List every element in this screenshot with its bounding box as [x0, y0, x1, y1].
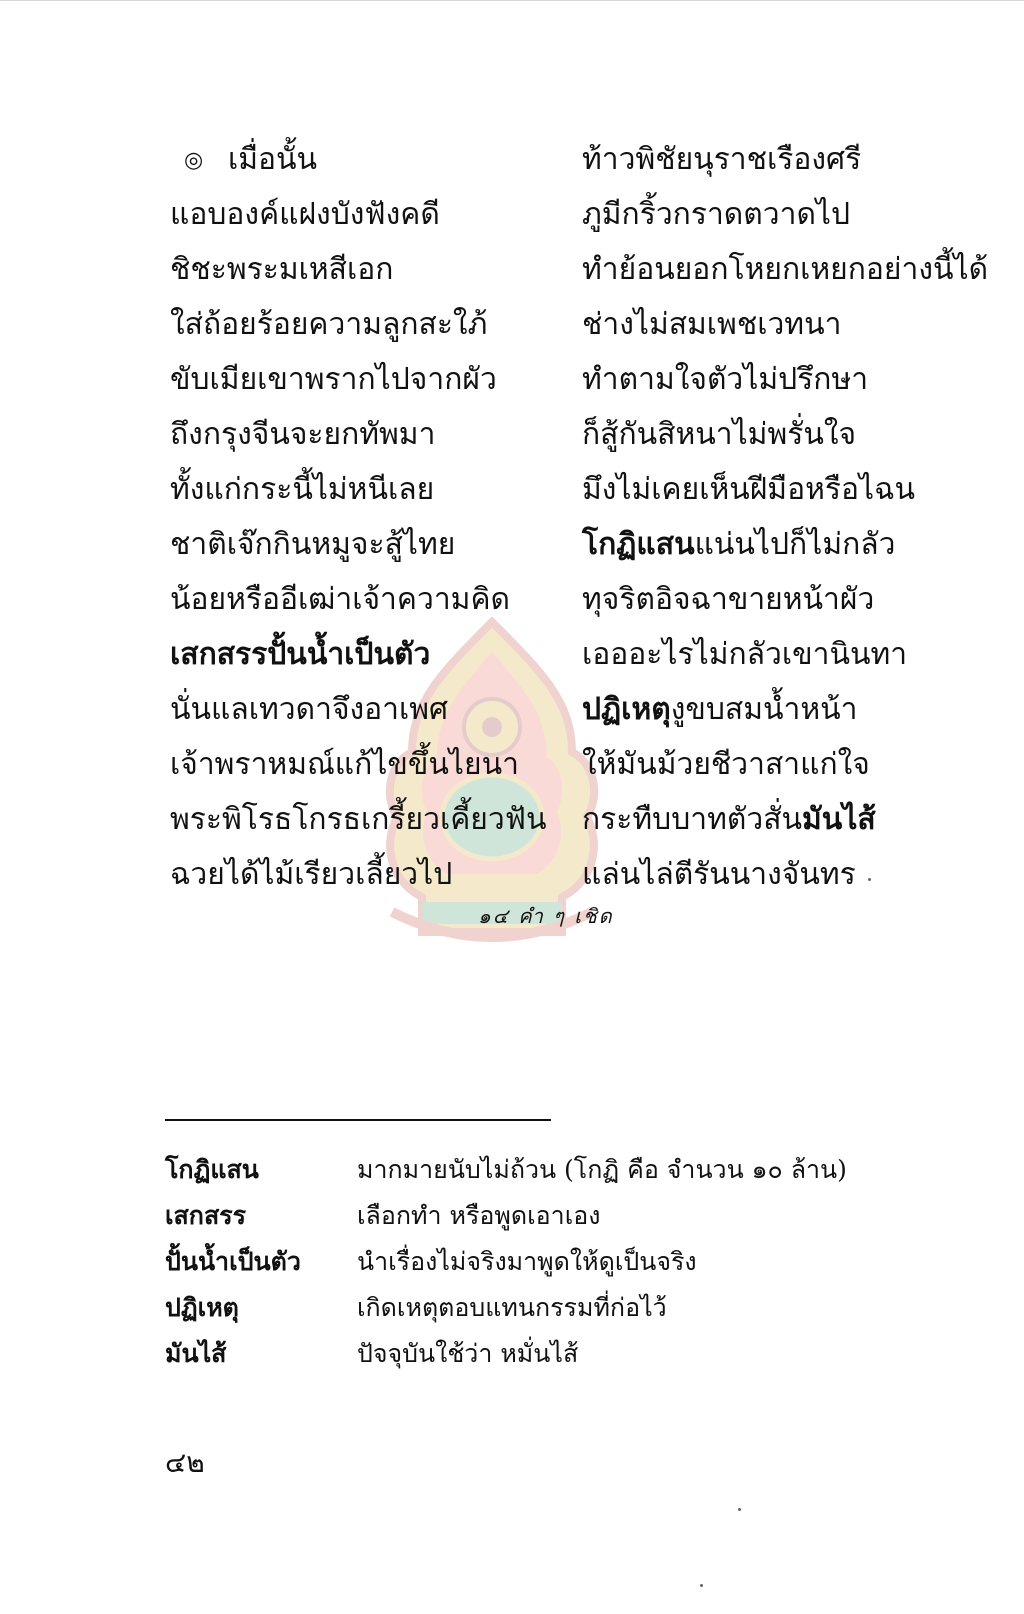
- verse-row: [170, 743, 970, 798]
- verse-right: ก็สู้กันสิหนาไม่พรั่นใจ: [582, 417, 857, 452]
- verse-right: ให้มันม้วยชีวาสาแก่ใจ: [582, 747, 870, 782]
- verse-left: ชาติเจ๊กกินหมูจะสู้ไทย: [170, 527, 456, 562]
- meter-note: ๑๔ คำ ๆ เชิด: [478, 904, 614, 928]
- verse-left: ชิชะพระมเหสีเอก: [170, 252, 394, 287]
- stanza-mark: ◎: [184, 148, 204, 173]
- verse-left: ถึงกรุงจีนจะยกทัพมา: [170, 417, 436, 452]
- glossary-term: ปั้นน้ำเป็นตัว: [165, 1247, 301, 1276]
- scan-speck: [868, 878, 871, 881]
- scan-edge: [0, 0, 1024, 1]
- footnote-divider: [165, 1119, 551, 1121]
- verse-left: ใส่ถ้อยร้อยความลูกสะใภ้: [170, 307, 488, 342]
- verse-row: [170, 578, 970, 633]
- glossary-term-highlight: โกฏิแสน: [582, 527, 695, 562]
- verse-row: [170, 633, 970, 688]
- glossary-term-highlight: มันไส้: [802, 802, 876, 837]
- verse-right: มึงไม่เคยเห็นฝีมือหรือไฉน: [582, 472, 916, 507]
- verse-left: เจ้าพราหมณ์แก้ไขขึ้นไยนา: [170, 747, 519, 782]
- verse-right: [582, 798, 876, 842]
- scan-speck: [700, 1584, 703, 1587]
- glossary-term: เสกสรร: [165, 1201, 247, 1230]
- verse-right: ภูมีกริ้วกราดตวาดไป: [582, 197, 851, 232]
- glossary-definition: นำเรื่องไม่จริงมาพูดให้ดูเป็นจริง: [357, 1247, 697, 1276]
- verse-right: [582, 523, 895, 567]
- verse-row: [170, 138, 970, 193]
- scan-speck: [738, 1508, 741, 1511]
- verse-left: ทั้งแก่กระนี้ไม่หนีเลย: [170, 472, 435, 507]
- glossary-row: [165, 1288, 925, 1334]
- verse-row: [170, 523, 970, 578]
- verse-right-text: กระทืบบาทตัวสั่น: [582, 802, 803, 837]
- verse-row: [170, 413, 970, 468]
- glossary-row: [165, 1242, 925, 1288]
- verse-left: แอบองค์แฝงบังฟังคดี: [170, 197, 440, 232]
- glossary-term-highlight: เสกสรรปั้นน้ำเป็นตัว: [170, 637, 431, 672]
- verse-right: ทำตามใจตัวไม่ปรึกษา: [582, 362, 869, 397]
- verse-right-text: แน่นไปก็ไม่กลัว: [694, 527, 896, 562]
- verse-block: [170, 138, 989, 908]
- verse-left: ฉวยได้ไม้เรียวเลี้ยวไป: [170, 857, 453, 892]
- glossary-term: โกฏิแสน: [165, 1155, 259, 1184]
- verse-right: ท้าวพิชัยนุราชเรืองศรี: [582, 142, 862, 177]
- verse-row: [170, 303, 970, 358]
- page-number: ๔๒: [165, 1446, 205, 1479]
- glossary-definition: เลือกทำ หรือพูดเอาเอง: [357, 1201, 601, 1230]
- glossary-term: ปฏิเหตุ: [165, 1293, 239, 1322]
- verse-row: [170, 468, 970, 523]
- verse-row: [170, 248, 989, 303]
- verse-right: [582, 688, 857, 732]
- glossary-term-highlight: ปฏิเหตุ: [582, 692, 671, 727]
- glossary-definition: มากมายนับไม่ถ้วน (โกฏิ คือ จำนวน ๑๐ ล้าน): [357, 1155, 847, 1184]
- verse-right: ทำย้อนยอกโหยกเหยกอย่างนี้ได้: [582, 252, 989, 287]
- glossary: [165, 1150, 925, 1380]
- verse-left: เมื่อนั้น: [228, 142, 318, 177]
- glossary-term: มันไส้: [165, 1339, 227, 1368]
- verse-right: เอออะไรไม่กลัวเขานินทา: [582, 637, 908, 672]
- glossary-row: [165, 1150, 925, 1196]
- verse-left: น้อยหรืออีเฒ่าเจ้าความคิด: [170, 582, 510, 617]
- verse-row: [170, 688, 970, 743]
- verse-left: พระพิโรธโกรธเกรี้ยวเคี้ยวฟัน: [170, 802, 547, 837]
- verse-row: [170, 798, 970, 853]
- glossary-definition: เกิดเหตุตอบแทนกรรมที่ก่อไว้: [357, 1293, 667, 1322]
- verse-right: แล่นไล่ตีรันนางจันทร: [582, 857, 856, 892]
- verse-right: ทุจริตอิจฉาขายหน้าผัว: [582, 582, 875, 617]
- verse-right: ช่างไม่สมเพชเวทนา: [582, 307, 842, 342]
- verse-left: ขับเมียเขาพรากไปจากผัว: [170, 362, 497, 397]
- verse-left: นั่นแลเทวดาจึงอาเพศ: [170, 692, 449, 727]
- glossary-row: [165, 1196, 925, 1242]
- verse-row: [170, 358, 970, 413]
- glossary-row: [165, 1334, 925, 1380]
- glossary-definition: ปัจจุบันใช้ว่า หมั่นไส้: [357, 1339, 579, 1368]
- verse-row: [170, 193, 970, 248]
- verse-right-text: งูขบสมน้ำหน้า: [670, 692, 858, 727]
